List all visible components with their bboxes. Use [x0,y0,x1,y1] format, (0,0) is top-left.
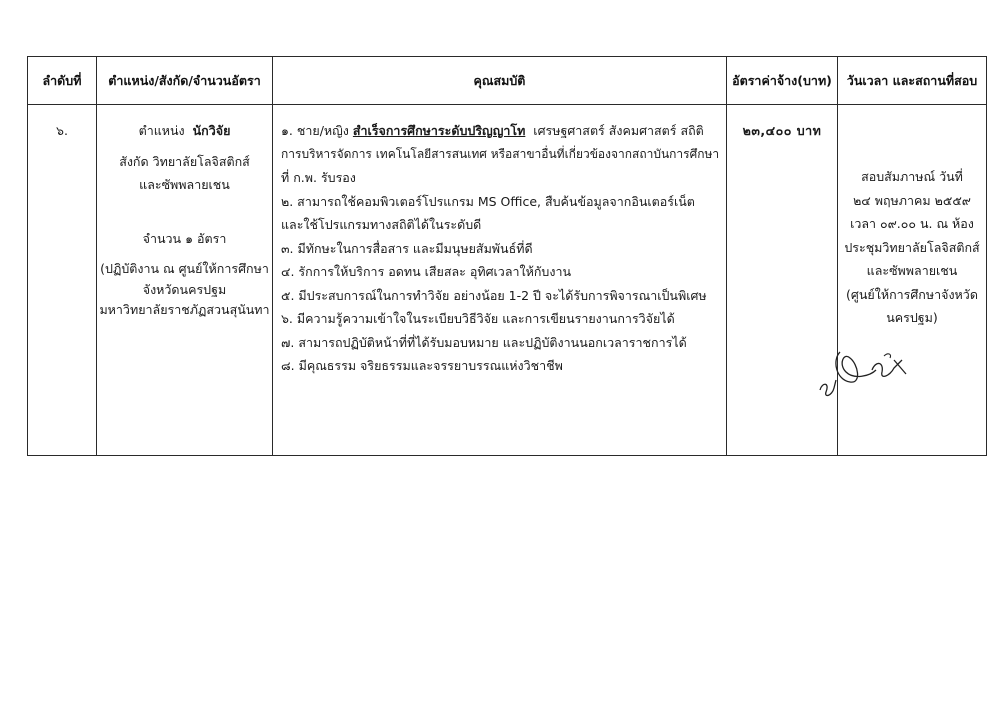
qualification-1-prefix: ๑. ชาย/หญิง [281,123,349,138]
qualification-3: ๓. มีทักษะในการสื่อสาร และมีมนุษยสัมพันธ์ที่ดี [281,240,533,256]
rate-value: ๒๓,๔๐๐ บาท [742,123,822,138]
row-number-text: ๖. [56,123,68,138]
position-count: จำนวน ๑ อัตรา [142,230,227,246]
position-work-2: จังหวัดนครปฐม [142,281,227,297]
position-title-name: นักวิจัย [192,123,231,138]
qualification-1-fields: เศรษฐศาสตร์ สังคมศาสตร์ สถิติ [533,123,704,138]
header-test: วันเวลา และสถานที่สอบ [838,57,987,105]
qualification-1-line-3: ที่ ก.พ. รับรอง [281,170,356,185]
header-no: ลำดับที่ [28,57,97,105]
position-cell [97,105,273,456]
test-line-6: (ศูนย์ให้การศึกษาจังหวัด [846,286,978,302]
table-header-row [28,57,987,105]
qualification-4: ๔. รักการให้บริการ อดทน เสียสละ อุทิศเวลาให้กับงาน [281,264,572,279]
test-cell [838,105,987,456]
position-affiliation-1: สังกัด วิทยาลัยโลจิสติกส์ [119,153,250,169]
header-position: ตำแหน่ง/สังกัด/จำนวนอัตรา [97,57,273,105]
handwritten-signature-icon [810,330,920,400]
test-line-1: สอบสัมภาษณ์ วันที่ [861,169,963,184]
qualification-1-line-1 [281,119,720,143]
position-title [97,119,272,143]
position-work-3: มหาวิทยาลัยราชภัฏสวนสุนันทา [99,301,270,317]
qualification-2-line-1: ๒. สามารถใช้คอมพิวเตอร์โปรแกรม MS Office, สืบค้นข้อมูลจากอินเตอร์เน็ต [281,193,695,209]
rate-cell [727,105,838,456]
table-row [28,105,987,456]
qualification-5: ๕. มีประสบการณ์ในการทำวิจัย อย่างน้อย 1-2 ปี จะได้รับการพิจารณาเป็นพิเศษ [281,287,707,303]
test-line-7: นครปฐม) [886,310,938,325]
qualification-1-degree: สำเร็จการศึกษาระดับปริญญาโท [352,123,526,138]
qualification-2-line-2: และใช้โปรแกรมทางสถิติได้ในระดับดี [281,217,482,232]
test-line-5: และซัพพลายเชน [866,263,958,278]
test-line-3: เวลา ๐๙.๐๐ น. ณ ห้อง [850,216,974,231]
row-number [28,105,97,456]
qualification-1-line-2: การบริหารจัดการ เทคโนโลยีสารสนเทศ หรือสาขาอื่นที่เกี่ยวข้องจากสถาบันการศึกษา [281,146,720,161]
test-line-2: ๒๔ พฤษภาคม ๒๕๕๙ [853,192,971,208]
qualification-6: ๖. มีความรู้ความเข้าใจในระเบียบวิธีวิจัย และการเขียนรายงานการวิจัยได้ [281,311,675,326]
header-rate: อัตราค่าจ้าง(บาท) [727,57,838,105]
position-affiliation-2: และซัพพลายเชน [139,177,230,192]
qualification-8: ๘. มีคุณธรรม จริยธรรมและจรรยาบรรณแห่งวิชาชีพ [281,358,563,373]
qualifications-cell [273,105,727,456]
position-work-1: (ปฏิบัติงาน ณ ศูนย์ให้การศึกษา [100,261,269,276]
test-line-4: ประชุมวิทยาลัยโลจิสติกส์ [844,239,980,255]
position-title-prefix: ตำแหน่ง [138,123,185,138]
header-qualifications: คุณสมบัติ [273,57,727,105]
qualification-7: ๗. สามารถปฏิบัติหน้าที่ที่ได้รับมอบหมาย และปฏิบัติงานนอกเวลาราชการได้ [281,334,687,350]
